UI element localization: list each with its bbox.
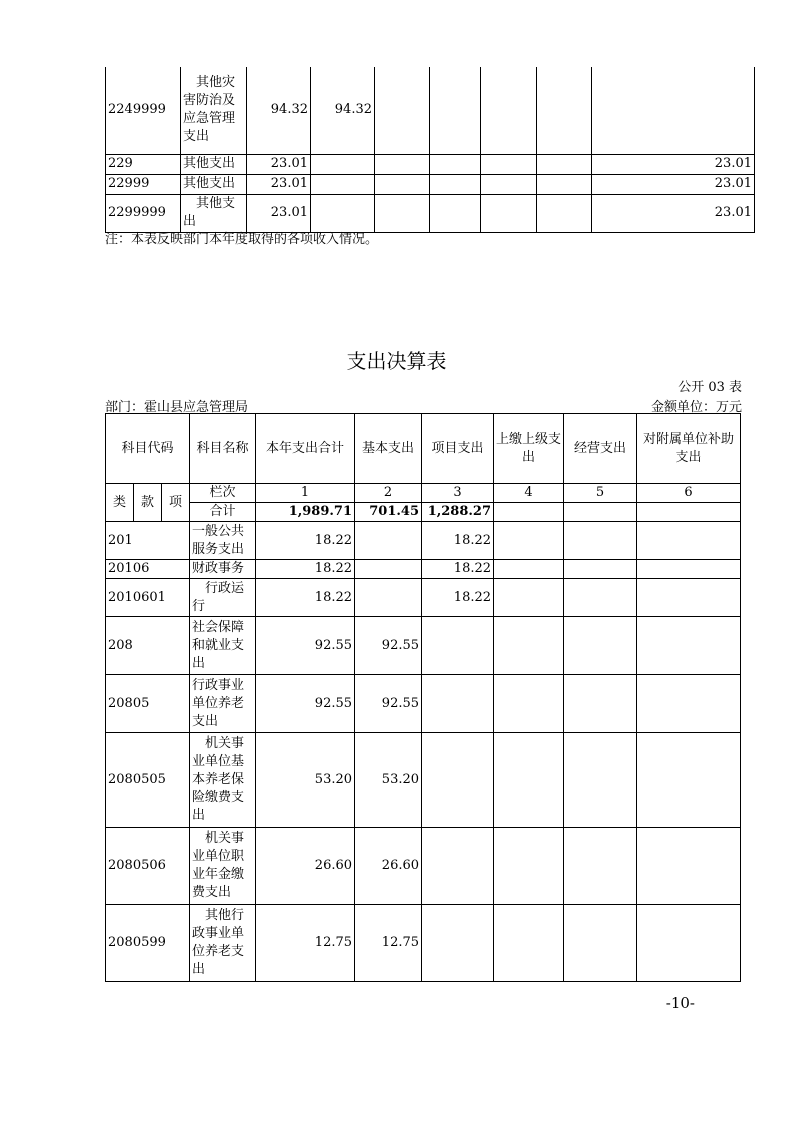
table-row [106, 905, 741, 982]
subject-name: 机关事业单位职业年金缴费支出 [190, 828, 256, 905]
cell-value [375, 67, 430, 154]
column-number: 1 [256, 484, 355, 503]
table-row [106, 828, 741, 905]
subject-name: 其他灾害防治及应急管理支出 [181, 67, 247, 154]
subject-code: 201 [106, 522, 190, 560]
cell-subsidy [637, 560, 741, 579]
cell-business [564, 522, 637, 560]
header-upper: 上缴上级支出 [494, 414, 564, 484]
cell-basic: 53.20 [355, 733, 422, 828]
cell-upper [494, 828, 564, 905]
cell-project [422, 617, 494, 675]
cell-project [422, 828, 494, 905]
column-number: 2 [355, 484, 422, 503]
cell-value [481, 194, 537, 232]
header-lanci: 栏次 [190, 484, 256, 503]
cell-basic [355, 522, 422, 560]
subject-code: 229 [106, 154, 181, 174]
header-row [106, 414, 741, 484]
header-project: 项目支出 [422, 414, 494, 484]
subject-code: 20805 [106, 675, 190, 733]
subject-name: 行政运行 [190, 579, 256, 617]
subject-name: 财政事务 [190, 560, 256, 579]
cell-business [564, 733, 637, 828]
total-basic: 701.45 [355, 503, 422, 522]
cell-value [311, 154, 375, 174]
cell-value [481, 154, 537, 174]
cell-basic: 92.55 [355, 675, 422, 733]
cell-total: 18.22 [256, 579, 355, 617]
cell-value: 94.32 [247, 67, 311, 154]
cell-subsidy [637, 579, 741, 617]
cell-basic: 92.55 [355, 617, 422, 675]
cell-project [422, 905, 494, 982]
cell-project: 18.22 [422, 579, 494, 617]
cell-value [375, 194, 430, 232]
cell-total: 26.60 [256, 828, 355, 905]
table-row [106, 733, 741, 828]
cell-value: 94.32 [311, 67, 375, 154]
subject-name: 机关事业单位基本养老保险缴费支出 [190, 733, 256, 828]
cell-basic [355, 560, 422, 579]
cell-upper [494, 675, 564, 733]
cell-business [564, 828, 637, 905]
subject-code: 22999 [106, 174, 181, 194]
unit-label: 金额单位：万元 [650, 400, 742, 415]
cell-value: 23.01 [247, 154, 311, 174]
total-upper [494, 503, 564, 522]
column-number: 6 [637, 484, 741, 503]
lanci-row [106, 484, 741, 503]
cell-value: 23.01 [592, 154, 755, 174]
cell-total: 12.75 [256, 905, 355, 982]
cell-total: 92.55 [256, 617, 355, 675]
cell-value [430, 194, 481, 232]
cell-value [481, 174, 537, 194]
header-kuan: 款 [134, 484, 162, 522]
header-lei: 类 [106, 484, 134, 522]
subject-name: 其他支出 [181, 194, 247, 232]
cell-business [564, 560, 637, 579]
subject-code: 2010601 [106, 579, 190, 617]
total-sum: 1,989.71 [256, 503, 355, 522]
cell-upper [494, 905, 564, 982]
subject-code: 20106 [106, 560, 190, 579]
cell-subsidy [637, 675, 741, 733]
cell-value [592, 67, 755, 154]
cell-project [422, 675, 494, 733]
cell-value [430, 174, 481, 194]
cell-business [564, 617, 637, 675]
cell-subsidy [637, 828, 741, 905]
cell-value [311, 174, 375, 194]
subject-code: 208 [106, 617, 190, 675]
subject-name: 其他行政事业单位养老支出 [190, 905, 256, 982]
cell-value: 23.01 [247, 194, 311, 232]
table-row [106, 617, 741, 675]
cell-total: 18.22 [256, 560, 355, 579]
cell-basic [355, 579, 422, 617]
department-label: 部门：霍山县应急管理局 [105, 400, 249, 415]
table-row [106, 174, 755, 194]
header-heji: 合计 [190, 503, 256, 522]
cell-project [422, 733, 494, 828]
cell-project: 18.22 [422, 560, 494, 579]
table-row [106, 675, 741, 733]
subject-code: 2299999 [106, 194, 181, 232]
cell-total: 18.22 [256, 522, 355, 560]
table-row [106, 579, 741, 617]
page-title: 支出决算表 [346, 349, 447, 373]
cell-value [537, 67, 592, 154]
header-total: 本年支出合计 [256, 414, 355, 484]
header-subject-code: 科目代码 [106, 414, 190, 484]
table-row [106, 560, 741, 579]
cell-basic: 12.75 [355, 905, 422, 982]
cell-upper [494, 579, 564, 617]
cell-total: 53.20 [256, 733, 355, 828]
subject-name: 行政事业单位养老支出 [190, 675, 256, 733]
cell-value [375, 174, 430, 194]
cell-subsidy [637, 905, 741, 982]
cell-business [564, 675, 637, 733]
income-table-continued [105, 67, 755, 233]
cell-upper [494, 733, 564, 828]
header-subject-name: 科目名称 [190, 414, 256, 484]
subject-code: 2080505 [106, 733, 190, 828]
table-row [106, 67, 755, 154]
cell-value: 23.01 [592, 194, 755, 232]
cell-business [564, 579, 637, 617]
subject-name: 其他支出 [181, 154, 247, 174]
header-xiang: 项 [162, 484, 190, 522]
table-code: 公开 03 表 [678, 380, 742, 395]
cell-upper [494, 617, 564, 675]
cell-value [430, 67, 481, 154]
subject-code: 2080506 [106, 828, 190, 905]
cell-value [537, 154, 592, 174]
cell-value [537, 194, 592, 232]
cell-subsidy [637, 522, 741, 560]
cell-value: 23.01 [592, 174, 755, 194]
cell-business [564, 905, 637, 982]
total-business [564, 503, 637, 522]
column-number: 4 [494, 484, 564, 503]
cell-upper [494, 522, 564, 560]
page-number: -10- [665, 994, 695, 1012]
cell-subsidy [637, 617, 741, 675]
cell-project: 18.22 [422, 522, 494, 560]
subject-name: 社会保障和就业支出 [190, 617, 256, 675]
cell-total: 92.55 [256, 675, 355, 733]
expenditure-table [105, 413, 741, 982]
table-row [106, 154, 755, 174]
subject-name: 一般公共服务支出 [190, 522, 256, 560]
column-number: 3 [422, 484, 494, 503]
cell-value [311, 194, 375, 232]
subject-name: 其他支出 [181, 174, 247, 194]
header-subsidy: 对附属单位补助支出 [637, 414, 741, 484]
cell-value [537, 174, 592, 194]
column-number: 5 [564, 484, 637, 503]
total-project: 1,288.27 [422, 503, 494, 522]
cell-value [481, 67, 537, 154]
header-basic: 基本支出 [355, 414, 422, 484]
table-note: 注：本表反映部门本年度取得的各项收入情况。 [105, 232, 379, 247]
subject-code: 2249999 [106, 67, 181, 154]
header-business: 经营支出 [564, 414, 637, 484]
cell-basic: 26.60 [355, 828, 422, 905]
subject-code: 2080599 [106, 905, 190, 982]
cell-value [375, 154, 430, 174]
cell-value: 23.01 [247, 174, 311, 194]
table-row [106, 194, 755, 232]
cell-upper [494, 560, 564, 579]
total-row [106, 503, 741, 522]
total-subsidy [637, 503, 741, 522]
cell-subsidy [637, 733, 741, 828]
cell-value [430, 154, 481, 174]
table-row [106, 522, 741, 560]
